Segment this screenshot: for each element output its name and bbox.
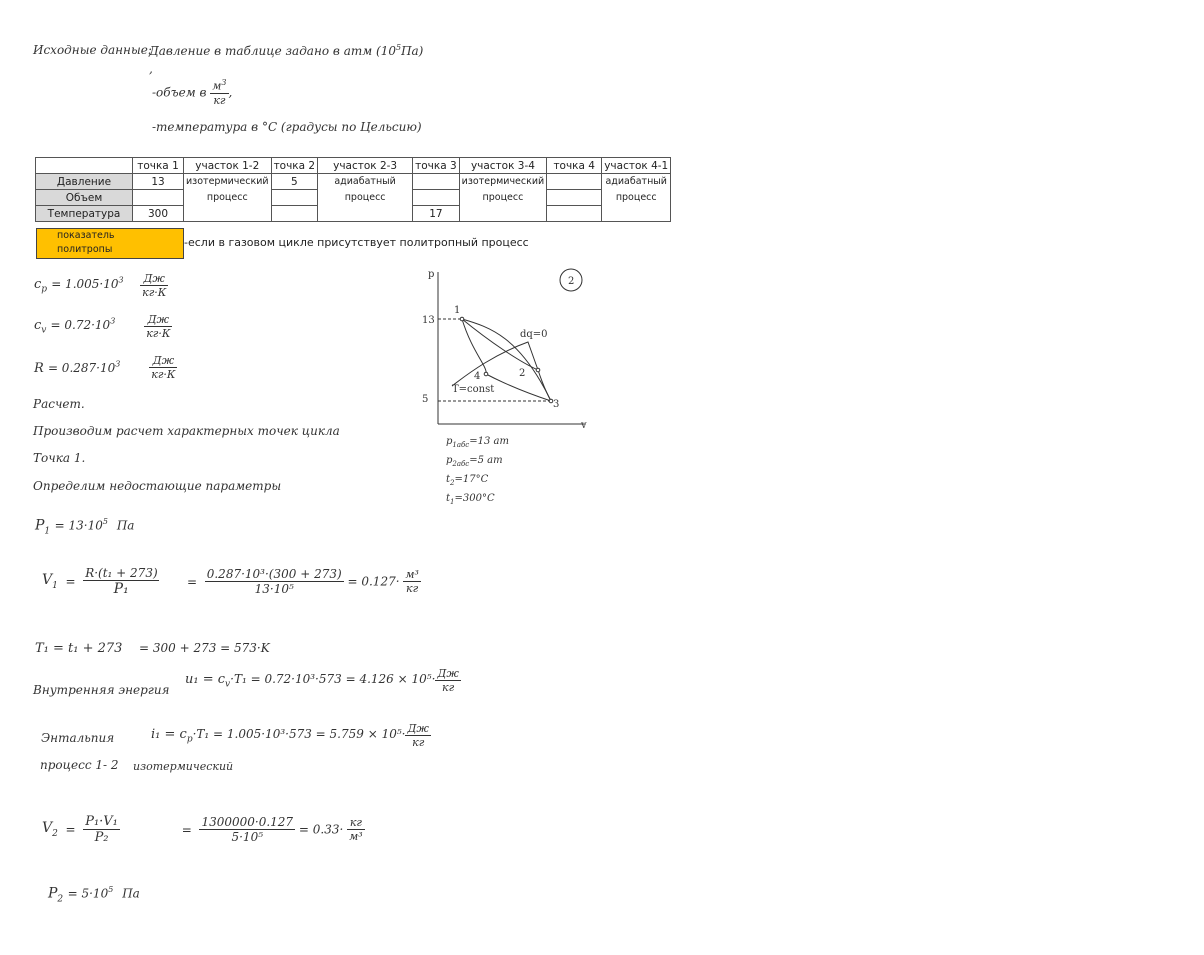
p2-unit: Па	[122, 886, 140, 901]
header-section-34: участок 3-4	[459, 158, 547, 174]
constant-cp	[34, 272, 168, 299]
v1-fraction-numeric	[205, 567, 344, 596]
v2-num2: 1300000·0.127	[201, 815, 294, 829]
polytropic-label-line2: политропы	[57, 244, 113, 255]
cell-p3-pressure[interactable]	[413, 174, 460, 190]
process-12-line2: процесс	[206, 192, 248, 203]
process-34	[459, 174, 547, 222]
v2-den2: 5·10⁵	[231, 830, 264, 844]
diagram-legend	[446, 434, 509, 510]
curve-1-2	[462, 319, 538, 370]
process-23-line2: процесс	[344, 192, 386, 203]
legend-p1: $p_{1абс}=13$ ат	[446, 436, 509, 449]
volume-unit-exp: 3	[221, 78, 227, 87]
curve-1-4	[462, 319, 486, 374]
formula-v1: $V_1$ = $\frac{\text{R·(t₁ + 273)}}{\text{P₁}}$ = $\frac{\text{0.287·10³·(300 + 273)}}{\text{13·10⁵}}$ = 0.127· $\frac{\text{м³}}{кг}$	[42, 566, 419, 597]
cp-unit-den: кг·К	[142, 286, 167, 299]
u1-text2: ·T₁ = 0.72·10³·573 = 4.126 × 10⁵·	[230, 671, 436, 686]
v1-lhs: V	[42, 572, 53, 589]
point-2-label: 2	[519, 368, 526, 379]
v2-result: = 0.33·	[298, 822, 344, 837]
process12-type: изотермический	[133, 760, 234, 773]
i1-unit-den: кг	[412, 736, 425, 749]
internal-energy-label: Внутренняя энергия	[33, 683, 170, 697]
process-41	[602, 174, 671, 222]
p2-exp: 5	[108, 885, 114, 894]
process-41-line2: процесс	[615, 192, 657, 203]
cell-p2-temperature[interactable]	[271, 206, 318, 222]
i1-text: i₁ = c	[151, 726, 187, 742]
cell-p4-temperature[interactable]	[547, 206, 602, 222]
u1-unit-num: Дж	[437, 667, 459, 680]
legend-t1: $t_1=300^\circ C$	[446, 493, 495, 506]
process12-label: процесс 1- 2	[40, 758, 119, 772]
u1-sub: v	[225, 679, 231, 690]
p2-rhs: = 5·10	[67, 886, 109, 901]
header-point-1: точка 1	[133, 158, 184, 174]
temperature-note: -температура в °С (градусы по Цельсию)	[152, 120, 422, 134]
v2-num: P₁·V₁	[85, 814, 118, 829]
v2-lhs: V	[42, 820, 53, 837]
legend-p2: $p_{2абс}=5$ ат	[446, 455, 503, 468]
header-point-2: точка 2	[271, 158, 318, 174]
p1-exp: 5	[102, 517, 108, 526]
process-23	[318, 174, 413, 222]
missing-params-text: Определим недостающие параметры	[33, 479, 282, 493]
header-point-3: точка 3	[413, 158, 460, 174]
v2-den: P₂	[94, 830, 109, 845]
row-label-temperature: Температура	[36, 206, 133, 222]
process-41-line1: адиабатный	[605, 176, 667, 187]
polytropic-index-cell[interactable]	[36, 228, 184, 259]
cell-p1-temperature[interactable]: 300	[133, 206, 184, 222]
table-corner	[36, 158, 133, 174]
cell-p2-pressure[interactable]: 5	[271, 174, 318, 190]
v2-fraction	[83, 814, 120, 845]
dq-label: dq=0	[520, 329, 548, 340]
point-2-marker	[536, 368, 540, 372]
curve-tconst	[452, 342, 538, 386]
constant-cv	[34, 313, 172, 340]
point-1-label: 1	[454, 305, 461, 316]
cp-value: = 1.005·10	[51, 277, 119, 292]
cell-p2-volume[interactable]	[271, 190, 318, 206]
volume-note-text: -объем в	[152, 85, 207, 100]
v2-unit	[347, 816, 365, 843]
cv-exp: 3	[110, 317, 116, 327]
polytropic-note: -если в газовом цикле присутствует политропный процесс	[184, 236, 529, 249]
point-1-marker	[460, 317, 464, 321]
r-value: = 0.287·10	[47, 360, 116, 375]
v1-unit-num: м³	[405, 568, 419, 581]
i1-unit-num: Дж	[407, 722, 429, 735]
pressure-note-base: 10	[380, 44, 396, 58]
constant-r	[34, 354, 177, 381]
formula-p1	[35, 517, 134, 536]
point-4-label: 4	[474, 371, 481, 382]
p2-lhs: P	[48, 885, 58, 902]
v1-unit	[403, 568, 421, 595]
p-axis-label: p	[428, 269, 435, 280]
volume-note-end: ,	[228, 85, 233, 100]
v2-unit-den: м³	[349, 830, 363, 843]
v1-result: = 0.127·	[347, 574, 400, 589]
process-12-line1: изотермический	[186, 176, 269, 187]
header-section-41: участок 4-1	[602, 158, 671, 174]
cell-p1-pressure[interactable]: 13	[133, 174, 184, 190]
formula-p2	[48, 885, 140, 904]
t1-text2: = 300 + 273 = 573·K	[138, 641, 270, 655]
volume-unit-num: м	[212, 79, 222, 93]
v1-num2: 0.287·10³·(300 + 273)	[206, 567, 342, 581]
cv-symbol: c	[34, 318, 42, 334]
cell-p4-volume[interactable]	[547, 190, 602, 206]
legend-t2: $t_2=17^\circ C$	[446, 474, 489, 487]
v2-sub: 2	[52, 828, 58, 839]
header-section-12: участок 1-2	[184, 158, 272, 174]
t1-text: T₁ = t₁ + 273	[35, 641, 123, 656]
u1-unit-den: кг	[442, 681, 455, 694]
formula-u1	[185, 667, 461, 694]
r-unit	[149, 354, 177, 381]
process-34-line1: изотермический	[461, 176, 545, 187]
i1-text2: ·T₁ = 1.005·10³·573 = 5.759 × 10⁵·	[192, 726, 406, 741]
volume-unit-den: кг	[213, 93, 226, 107]
cp-sub: p	[41, 284, 48, 295]
cv-value: = 0.72·10	[50, 318, 111, 333]
cell-p3-temperature[interactable]: 17	[413, 206, 460, 222]
formula-v2: $V_2$ = $\frac{\text{P₁·V₁}}{\text{P₂}}$ = $\frac{1300000\cdot 0.127}{\text{5·10⁵}}$ = 0.33· $\frac{кг}{\text{м³}}$	[42, 814, 363, 845]
calc-points-text: Производим расчет характерных точек цикла	[33, 424, 340, 438]
row-label-pressure: Давление	[36, 174, 133, 190]
v1-fraction	[83, 566, 159, 597]
p1-rhs: = 13·10	[54, 518, 103, 533]
pressure-note	[149, 43, 423, 58]
tick-5: 5	[422, 394, 429, 405]
p1-lhs: P	[35, 517, 45, 534]
v-axis-label: v	[581, 420, 587, 431]
p2-sub: 2	[57, 894, 64, 905]
point-3-label: 3	[553, 399, 560, 410]
v1-sub: 1	[52, 580, 58, 591]
r-unit-den: кг·К	[151, 368, 176, 381]
p1-unit: Па	[116, 518, 135, 533]
row-label-volume: Объем	[36, 190, 133, 206]
pressure-note-exp: 5	[395, 43, 402, 52]
enthalpy-label: Энтальпия	[41, 731, 115, 745]
cp-unit	[140, 272, 168, 299]
volume-note	[152, 78, 232, 107]
cell-p4-pressure[interactable]	[547, 174, 602, 190]
r-exp: 3	[115, 359, 121, 369]
process-12	[184, 174, 272, 222]
cv-sub: v	[41, 325, 47, 336]
v1-den2: 13·10⁵	[254, 582, 294, 596]
calc-heading: Расчет.	[33, 397, 85, 411]
pressure-note-unit: Па)	[401, 44, 424, 58]
header-point-4: точка 4	[547, 158, 602, 174]
formula-i1	[151, 722, 431, 749]
polytropic-label-line1: показатель	[57, 230, 115, 241]
formula-t1	[35, 641, 270, 656]
tconst-label: T=const	[452, 384, 495, 395]
v2-unit-num: кг	[347, 816, 365, 830]
source-data-table	[35, 157, 671, 222]
cp-unit-num: Дж	[140, 272, 168, 286]
r-unit-num: Дж	[149, 354, 177, 368]
i1-unit	[405, 722, 430, 749]
source-data-label: Исходные данные:	[33, 43, 152, 57]
header-section-23: участок 2-3	[318, 158, 413, 174]
volume-unit	[210, 78, 228, 107]
v2-fraction-numeric	[199, 815, 295, 844]
cp-symbol: c	[34, 277, 42, 293]
cell-p3-volume[interactable]	[413, 190, 460, 206]
v1-den: P₁	[113, 581, 129, 597]
v1-unit-den: кг	[406, 582, 419, 595]
process-34-line2: процесс	[482, 192, 524, 203]
cv-unit	[144, 313, 172, 340]
r-symbol: R	[34, 360, 44, 376]
u1-text: u₁ = c	[185, 671, 226, 687]
i1-sub: p	[186, 734, 193, 745]
point-4-marker	[484, 372, 488, 376]
process-23-line1: адиабатный	[334, 176, 396, 187]
cv-unit-num: Дж	[144, 313, 172, 327]
v1-num: R·(t₁ + 273)	[85, 566, 158, 580]
tick-13: 13	[422, 315, 435, 326]
point1-heading: Точка 1.	[33, 451, 86, 465]
cp-exp: 3	[118, 276, 124, 286]
pressure-note-text: Давление в таблице задано в атм (	[149, 44, 381, 58]
cell-p1-volume[interactable]	[133, 190, 184, 206]
u1-unit	[435, 667, 460, 694]
comma: ,	[149, 62, 153, 76]
p1-sub: 1	[44, 526, 51, 537]
figure-number: 2	[568, 276, 575, 287]
cv-unit-den: кг·К	[146, 327, 171, 340]
